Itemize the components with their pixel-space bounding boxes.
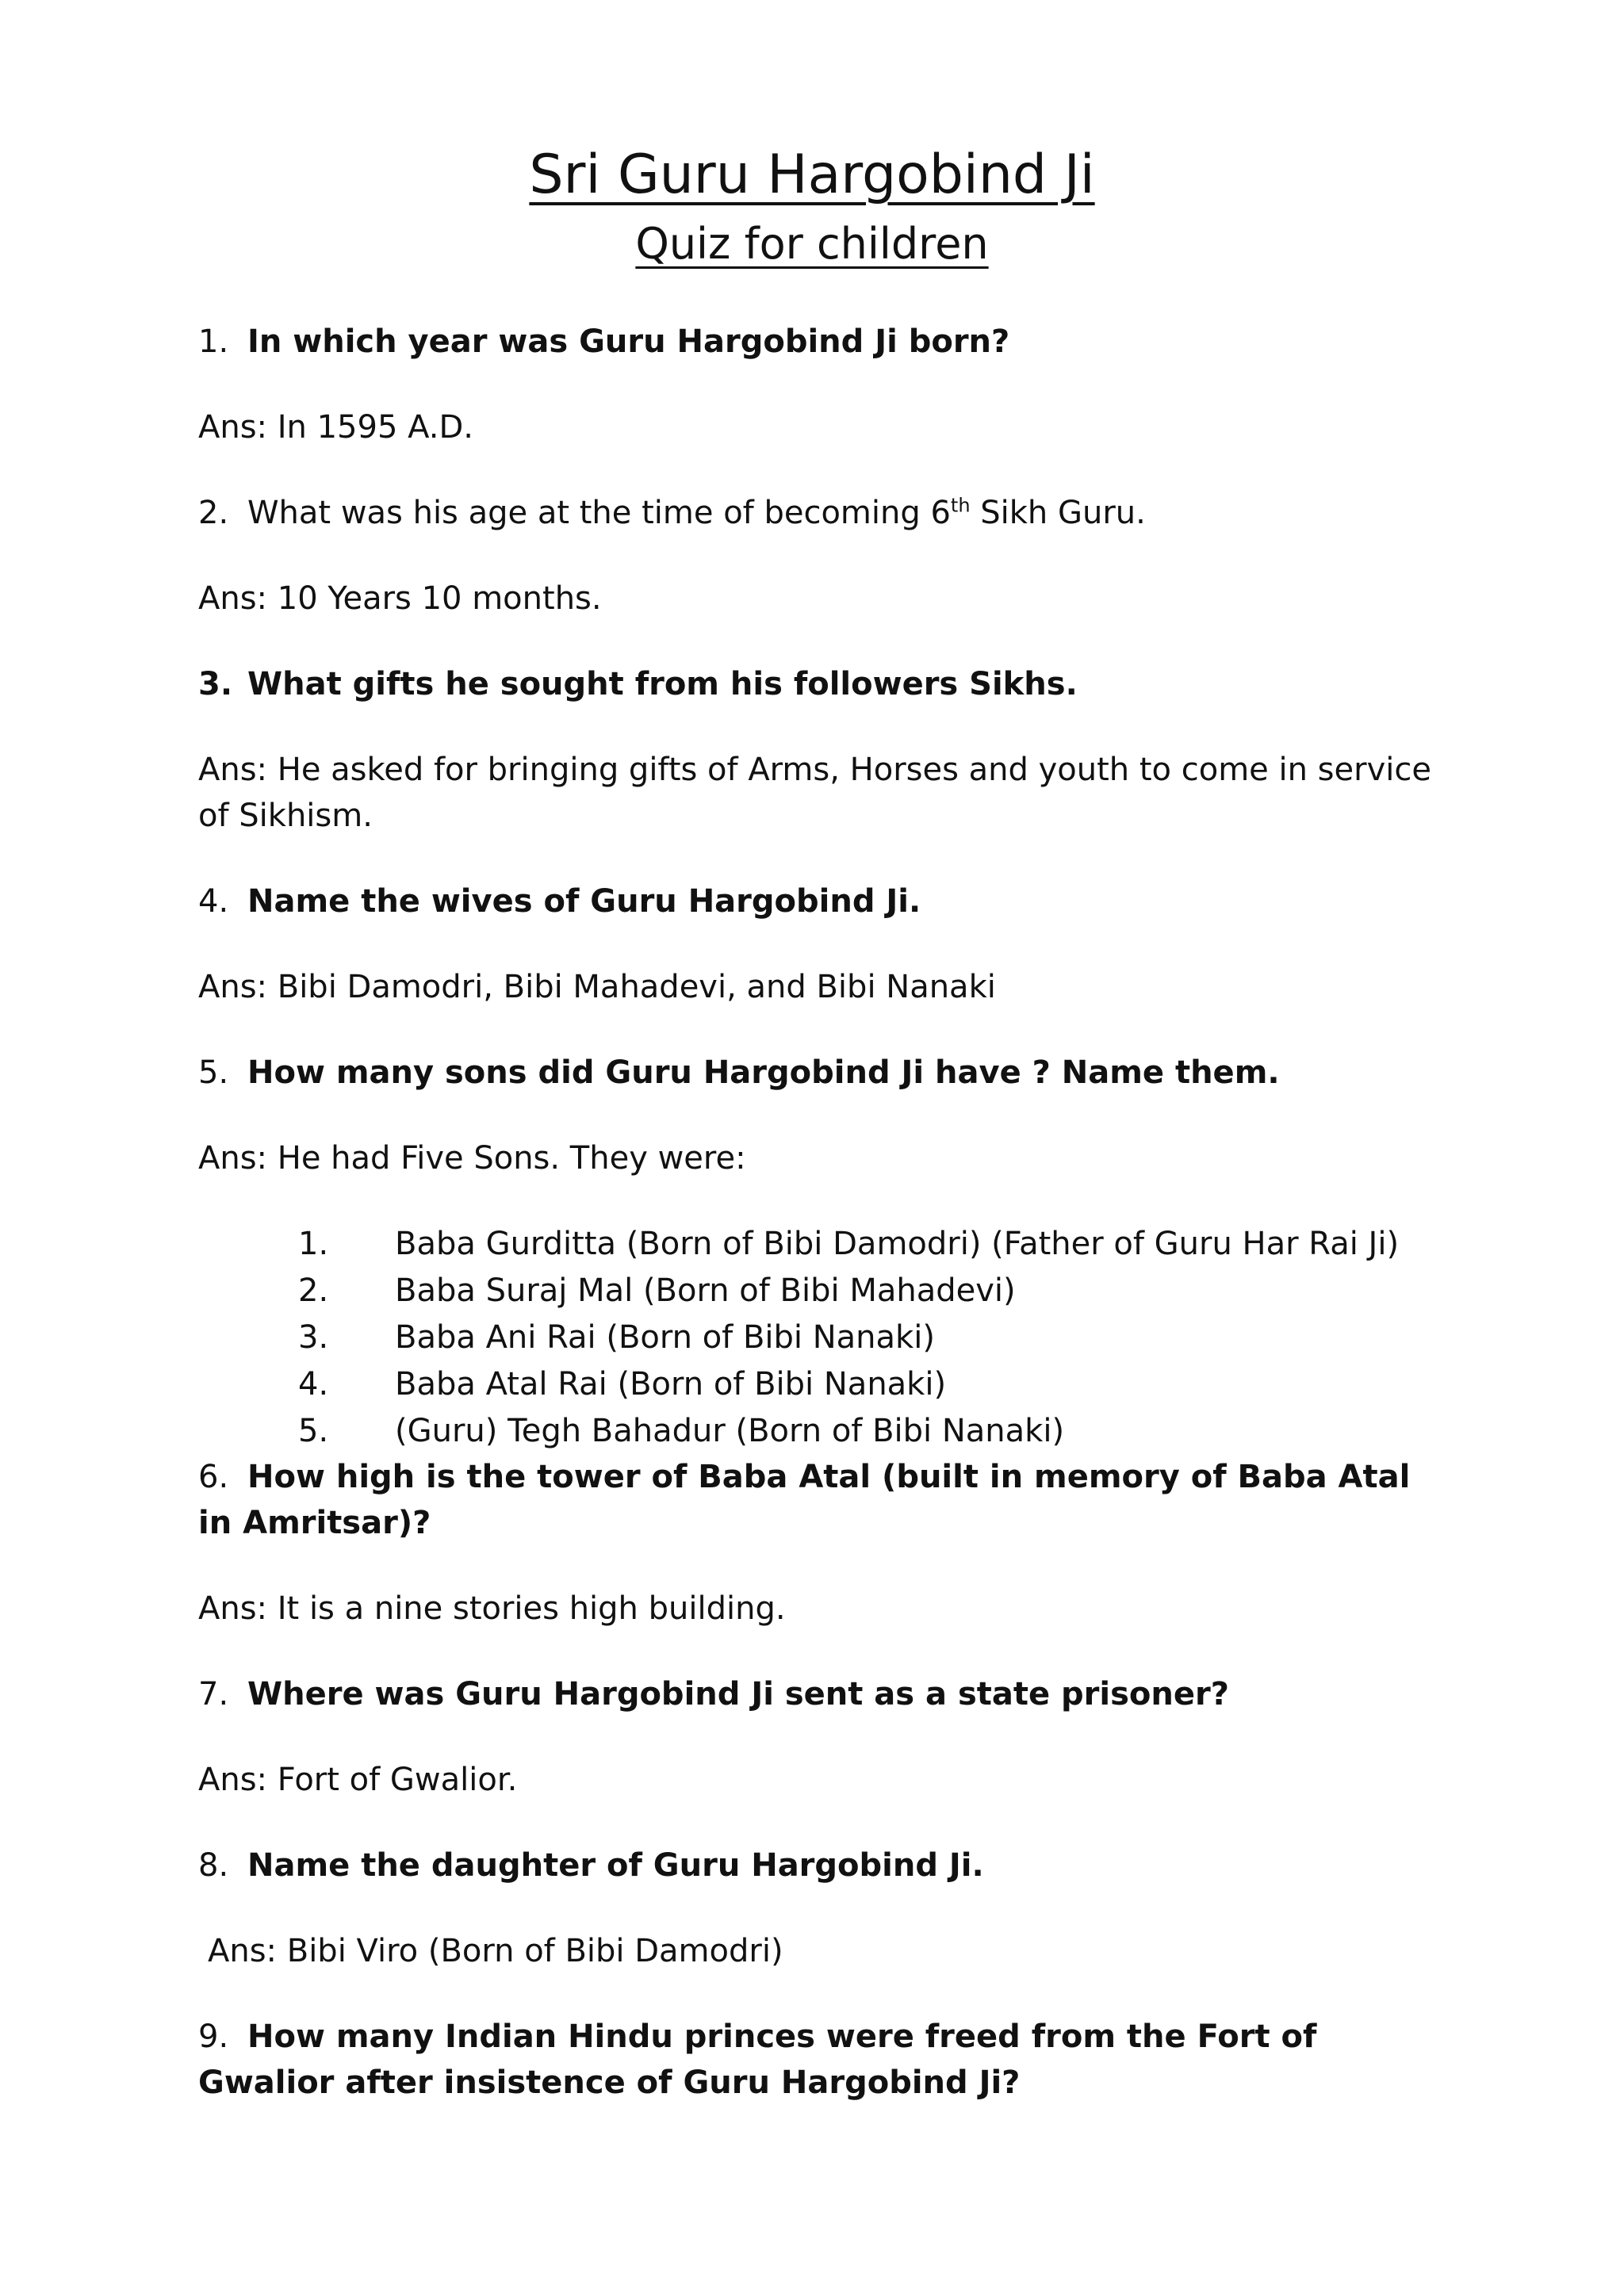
document-subtitle: Quiz for children — [635, 219, 989, 269]
question-text: Name the daughter of Guru Hargobind Ji. — [247, 1847, 984, 1884]
answer-3: Ans: He asked for bringing gifts of Arms, Horses and youth to come in service of Sikhism. — [198, 752, 1431, 834]
question-number: 4. — [198, 883, 229, 920]
question-text: What gifts he sought from his followers Sikhs. — [247, 666, 1078, 702]
question-text: In which year was Guru Hargobind Ji born? — [247, 323, 1010, 360]
answer-8: Ans: Bibi Viro (Born of Bibi Damodri) — [208, 1933, 783, 1969]
question-7 — [198, 1671, 1435, 1717]
question-number: 9. — [198, 2019, 229, 2055]
question-2 — [198, 490, 1435, 536]
question-text: How many Indian Hindu princes were freed from the Fort of Gwalior after insistence of Guru Hargobind Ji? — [198, 2019, 1317, 2101]
ordinal-suffix: th — [950, 494, 971, 517]
list-item-text: Baba Atal Rai (Born of Bibi Nanaki) — [395, 1366, 947, 1402]
question-3 — [198, 661, 1435, 707]
question-number: 8. — [198, 1847, 229, 1884]
question-6 — [198, 1454, 1435, 1546]
list-item-text: Baba Ani Rai (Born of Bibi Nanaki) — [395, 1319, 935, 1356]
question-text: How many sons did Guru Hargobind Ji have ? Name them. — [247, 1054, 1280, 1091]
question-text: Where was Guru Hargobind Ji sent as a state prisoner? — [247, 1676, 1229, 1712]
question-text-end: Sikh Guru. — [970, 495, 1146, 531]
question-text: Name the wives of Guru Hargobind Ji. — [247, 883, 921, 920]
question-number: 5. — [198, 1054, 229, 1091]
list-item-number: 2. — [298, 1272, 329, 1309]
list-item-number: 1. — [298, 1226, 329, 1262]
question-8 — [198, 1843, 1435, 1888]
answer-2: Ans: 10 Years 10 months. — [198, 580, 602, 617]
list-item-text: Baba Gurditta (Born of Bibi Damodri) (Father of Guru Har Rai Ji) — [395, 1226, 1400, 1262]
question-number: 6. — [198, 1459, 229, 1495]
answer-4: Ans: Bibi Damodri, Bibi Mahadevi, and Bibi Nanaki — [198, 969, 996, 1005]
question-number: 2. — [198, 495, 229, 531]
list-item-number: 3. — [298, 1319, 329, 1356]
list-item-number: 4. — [298, 1366, 329, 1402]
question-1 — [198, 319, 1435, 365]
question-4 — [198, 878, 1435, 924]
question-5 — [198, 1050, 1435, 1096]
question-number: 7. — [198, 1676, 229, 1712]
question-text: What was his age at the time of becoming 6 — [247, 495, 951, 531]
list-item-text: Baba Suraj Mal (Born of Bibi Mahadevi) — [395, 1272, 1016, 1309]
document-title: Sri Guru Hargobind Ji — [529, 144, 1095, 206]
question-number: 1. — [198, 323, 229, 360]
list-item-number: 5. — [298, 1413, 329, 1449]
list-item-text: (Guru) Tegh Bahadur (Born of Bibi Nanaki) — [395, 1413, 1065, 1449]
answer-7: Ans: Fort of Gwalior. — [198, 1762, 518, 1798]
question-number: 3. — [198, 666, 233, 702]
answer-6: Ans: It is a nine stories high building. — [198, 1590, 786, 1627]
answer-5: Ans: He had Five Sons. They were: — [198, 1140, 746, 1177]
question-text: How high is the tower of Baba Atal (built in memory of Baba Atal in Amritsar)? — [198, 1459, 1411, 1541]
question-9 — [198, 2014, 1435, 2106]
answer-1: Ans: In 1595 A.D. — [198, 409, 474, 446]
